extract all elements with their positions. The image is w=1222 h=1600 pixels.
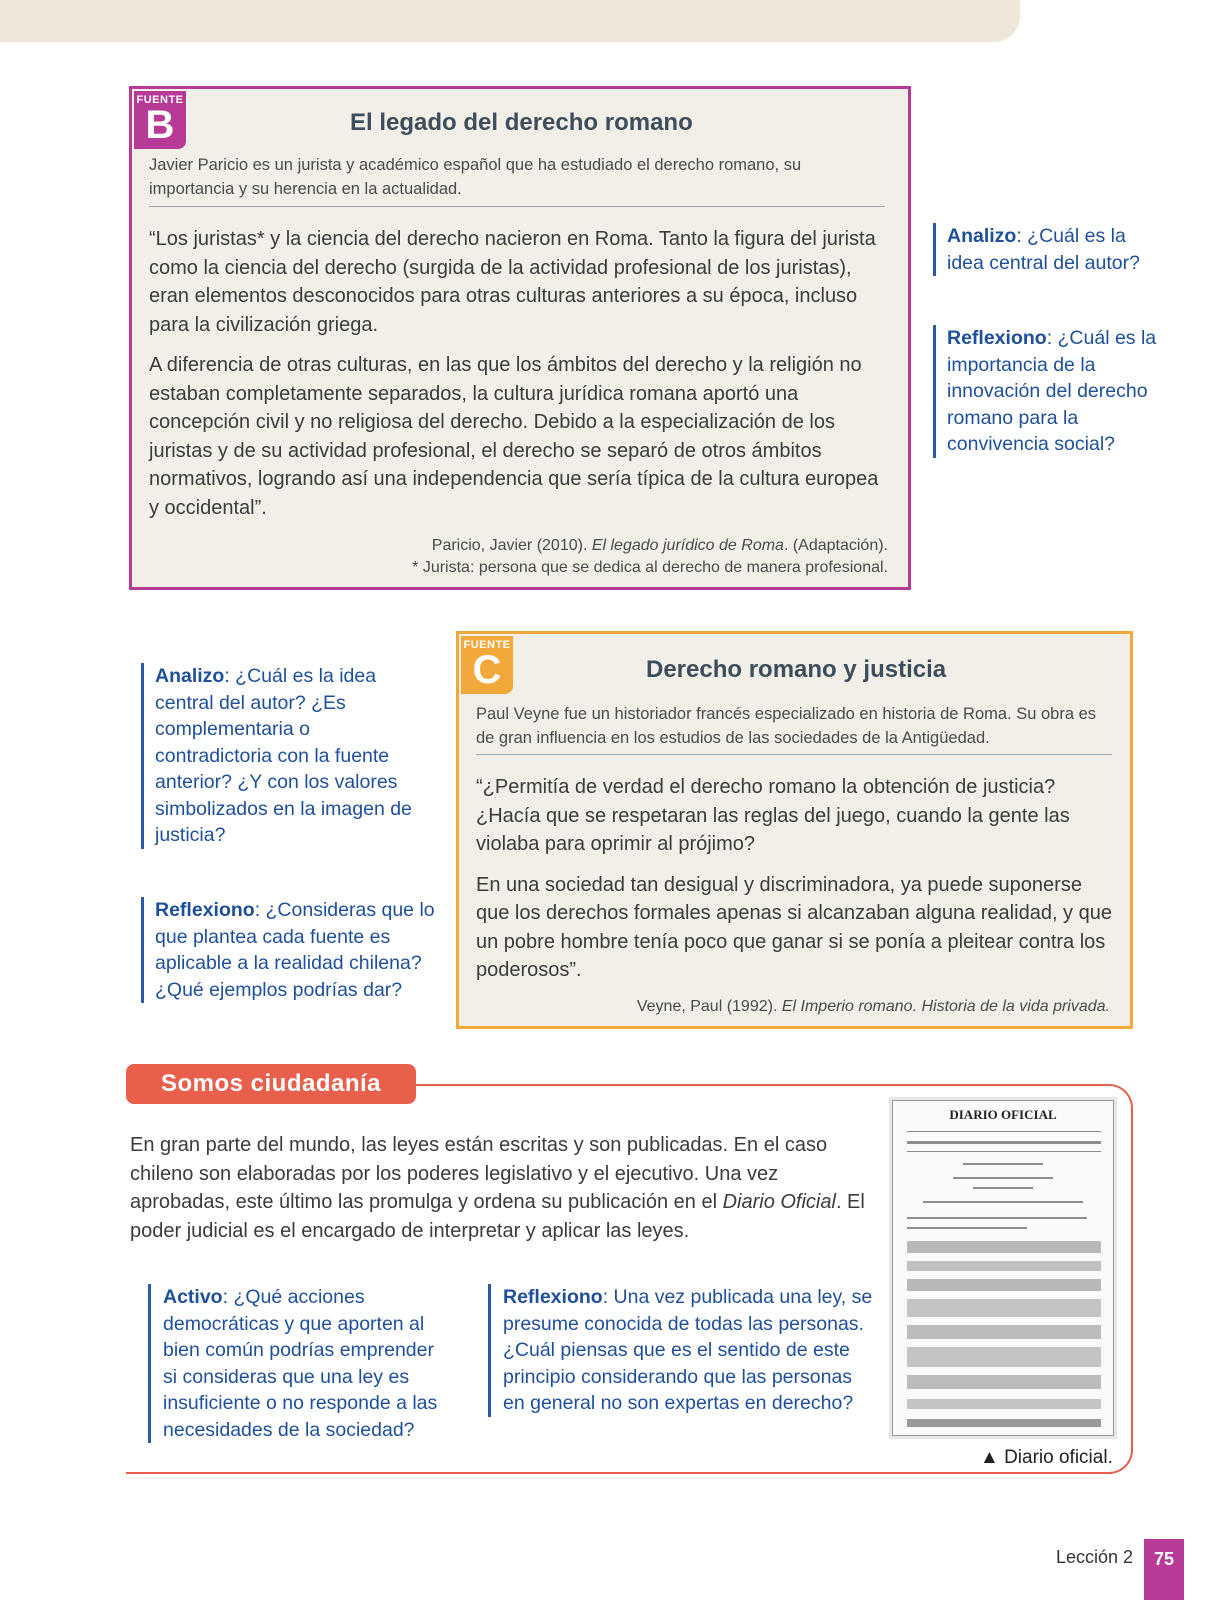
somos-text-before: En gran parte del mundo, las leyes están escritas y son publicadas. En el caso chileno son elaboradas por los poderes legislativo y el ejecutivo. Una vez aprobadas, este último las promulga y ordena su publicación en el [130,1134,828,1213]
citation-suffix: . (Adaptación). [783,537,888,554]
side-question-reflexiono-b [933,325,1165,458]
source-b-box [129,86,911,590]
question-text: : Una vez publicada una ley, se presume conocida de todas las personas. ¿Cuál piensas que es el sentido de este principio considerando que las personas en general no son expertas en derecho? [503,1286,873,1414]
source-c-body [476,773,1116,997]
question-text: : ¿Qué acciones democráticas y que aporten al bien común podrías emprender si consideras que una ley es insuficiente o no responde a las necesidades de la sociedad? [163,1286,438,1441]
diario-oficial-title: DIARIO OFICIAL [949,1107,1057,1122]
lesson-label: Lección 2 [1056,1547,1134,1567]
somos-ciudadania-text [130,1131,870,1245]
source-c-paragraph: “¿Permitía de verdad el derecho romano la obtención de justicia? ¿Hacía que se respetaran las reglas del juego, cuando la gente las violaba para oprimir al prójimo? [476,776,1070,855]
question-label: Reflexiono [155,899,255,921]
badge-label: FUENTE [463,639,511,651]
question-label: Analizo [947,225,1017,247]
question-text: : ¿Cuál es la idea central del autor? [947,225,1140,274]
badge-letter: C [472,648,502,692]
question-activo [148,1284,453,1443]
citation-title: El legado jurídico de Roma [591,537,784,554]
question-reflexiono-somos [488,1284,875,1417]
source-c-divider [476,754,1112,755]
source-b-paragraph: “Los juristas* y la ciencia del derecho nacieron en Roma. Tanto la figura del jurista como la ciencia del derecho (surgida de la actividad profesional de los juristas), eran elementos desconocidos para otras culturas anteriores a su época, incluso para la civilización griega. [149,228,876,336]
question-label: Activo [163,1286,223,1308]
somos-ciudadania-tab: Somos ciudadanía [126,1064,416,1104]
source-c-intro: Paul Veyne fue un historiador francés especializado en historia de Roma. Su obra es de gran influencia en los estudios de las sociedades de la Antigüedad. [476,705,1097,747]
badge-letter: B [145,103,175,147]
citation-prefix: Veyne, Paul (1992). [636,998,782,1015]
source-b-divider [149,206,885,207]
question-label: Reflexiono [947,327,1047,349]
question-text: : ¿Cuál es la idea central del autor? ¿Es complementaria o contradictoria con la fuente anterior? ¿Y con los valores simbolizados en la imagen de justicia? [155,665,412,846]
page-number: 75 [1144,1539,1184,1600]
diario-oficial-caption: ▲ Diario oficial. [980,1447,1113,1468]
source-b-intro: Javier Paricio es un jurista y académico español que ha estudiado el derecho romano, su importancia y su herencia en la actualidad. [149,156,802,198]
source-b-paragraph: A diferencia de otras culturas, en las que los ámbitos del derecho y la religión no estaban completamente separados, la cultura jurídica romana aportó una concepción civil y no religiosa del derecho. Debido a la especialización de los juristas y de su actividad profesional, el derecho se separó de otros ámbitos normativos, logrando así una independencia que sería típica de la cultura europea y occidental”. [149,354,879,519]
source-b-title: El legado del derecho romano [350,109,693,136]
question-text: : ¿Cuál es la importancia de la innovación del derecho romano para la convivencia social? [947,327,1157,455]
source-b-body [149,225,889,534]
somos-text-italic: Diario Oficial [722,1191,836,1213]
source-c-paragraph: En una sociedad tan desigual y discriminadora, ya puede suponerse que los derechos formales apenas si alcanzaban alguna realidad, y que un pobre hombre tenía poco que ganar si se ponía a pleitear contra los poderosos”. [476,873,1112,981]
side-question-analizo-c [141,663,425,849]
question-label: Reflexiono [503,1286,603,1308]
citation-title: El Imperio romano. Historia de la vida privada. [781,998,1110,1015]
side-question-analizo-b [933,223,1165,276]
top-band [0,0,1020,42]
source-c-title: Derecho romano y justicia [646,656,947,683]
side-question-reflexiono-c [141,897,435,1003]
source-b-citation [188,535,888,579]
somos-text-after: . El poder judicial es el encargado de interpretar y aplicar las leyes. [130,1191,865,1242]
diario-oficial-image [892,1100,1114,1436]
badge-label: FUENTE [136,94,184,106]
question-text: : ¿Consideras que lo que plantea cada fuente es aplicable a la realidad chilena? ¿Qué ejemplos podrías dar? [155,899,435,1001]
source-b-badge [134,91,186,149]
source-c-badge [461,636,513,694]
citation-prefix: Paricio, Javier (2010). [431,537,592,554]
source-c-box [456,631,1133,1029]
source-c-citation [470,996,1110,1018]
question-label: Analizo [155,665,225,687]
source-b-footnote: * Jurista: persona que se dedica al derecho de manera profesional. [412,559,888,576]
